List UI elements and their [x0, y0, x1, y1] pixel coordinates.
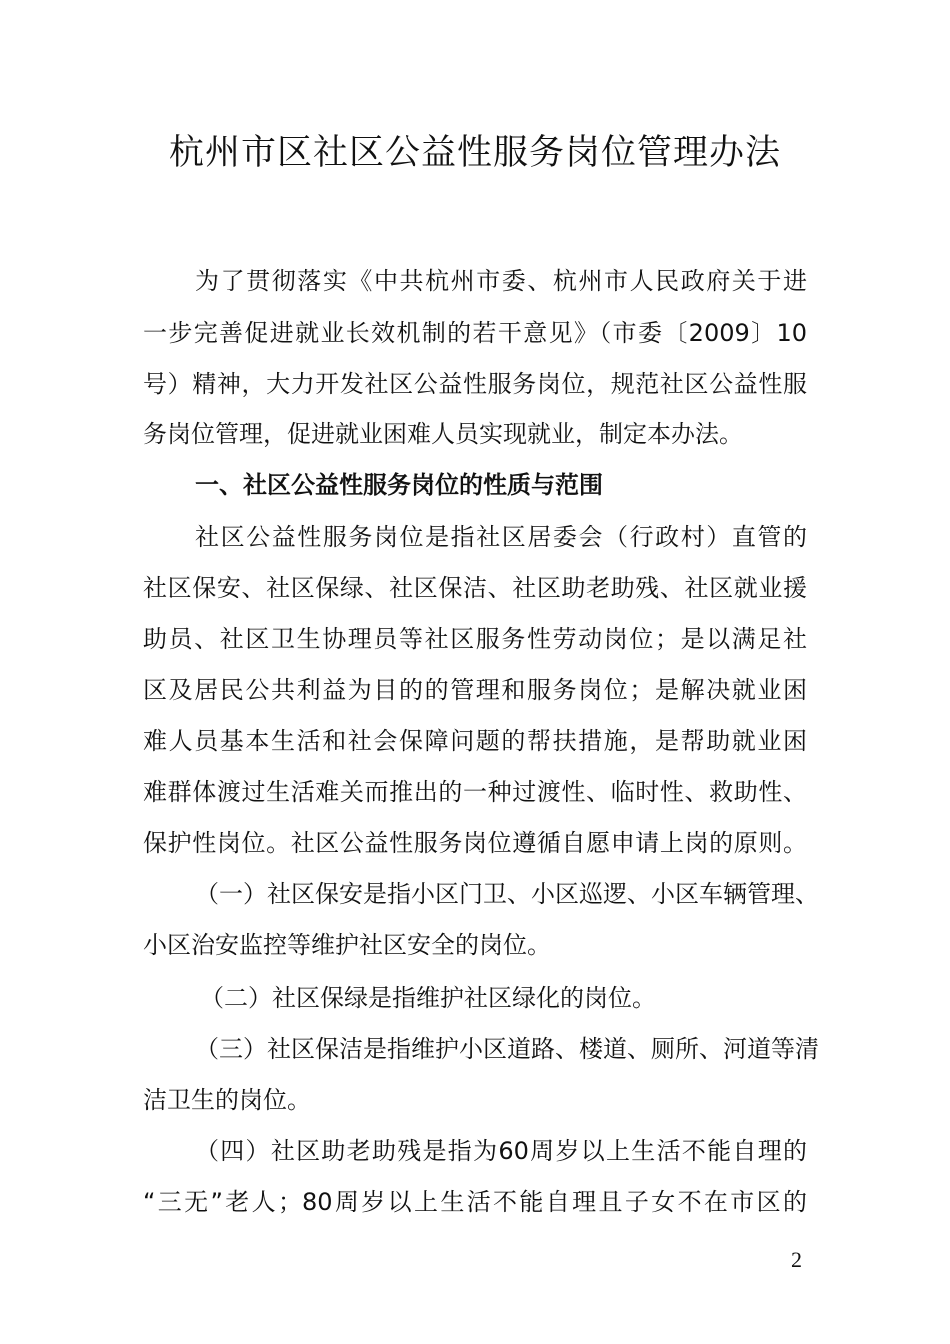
section-heading: 一、社区公益性服务岗位的性质与范围 — [195, 471, 603, 499]
paragraph-line: （三）社区保洁是指维护小区道路、楼道、厕所、河道等清 — [195, 1035, 819, 1063]
paragraph-line: （二）社区保绿是指维护社区绿化的岗位。 — [200, 984, 656, 1012]
paragraph-line: 社区公益性服务岗位是指社区居委会（行政村）直管的 — [195, 523, 807, 551]
paragraph-line: 一步完善促进就业长效机制的若干意见》（市委〔2009〕10 — [143, 319, 807, 347]
paragraph-line: 务岗位管理，促进就业困难人员实现就业，制定本办法。 — [143, 420, 743, 448]
paragraph-line: 小区治安监控等维护社区安全的岗位。 — [143, 931, 551, 959]
document-title: 杭州市区社区公益性服务岗位管理办法 — [168, 133, 781, 173]
paragraph-line: 保护性岗位。社区公益性服务岗位遵循自愿申请上岗的原则。 — [143, 829, 807, 857]
paragraph-line: （四）社区助老助残是指为60周岁以上生活不能自理的 — [195, 1137, 807, 1165]
page-number: 2 — [791, 1247, 802, 1272]
paragraph-line: 社区保安、社区保绿、社区保洁、社区助老助残、社区就业援 — [143, 574, 807, 602]
paragraph-line: 洁卫生的岗位。 — [143, 1086, 311, 1114]
paragraph-line: 助员、社区卫生协理员等社区服务性劳动岗位；是以满足社 — [143, 625, 807, 653]
paragraph-line: 为了贯彻落实《中共杭州市委、杭州市人民政府关于进 — [195, 267, 807, 295]
paragraph-line: “三无”老人；80周岁以上生活不能自理且子女不在市区的 — [143, 1188, 807, 1216]
paragraph-line: （一）社区保安是指小区门卫、小区巡逻、小区车辆管理、 — [195, 880, 819, 908]
paragraph-line: 区及居民公共利益为目的的管理和服务岗位；是解决就业困 — [143, 676, 807, 704]
paragraph-line: 难人员基本生活和社会保障问题的帮扶措施，是帮助就业困 — [143, 727, 807, 755]
paragraph-line: 号）精神，大力开发社区公益性服务岗位，规范社区公益性服 — [143, 370, 807, 398]
paragraph-line: 难群体渡过生活难关而推出的一种过渡性、临时性、救助性、 — [143, 778, 807, 806]
